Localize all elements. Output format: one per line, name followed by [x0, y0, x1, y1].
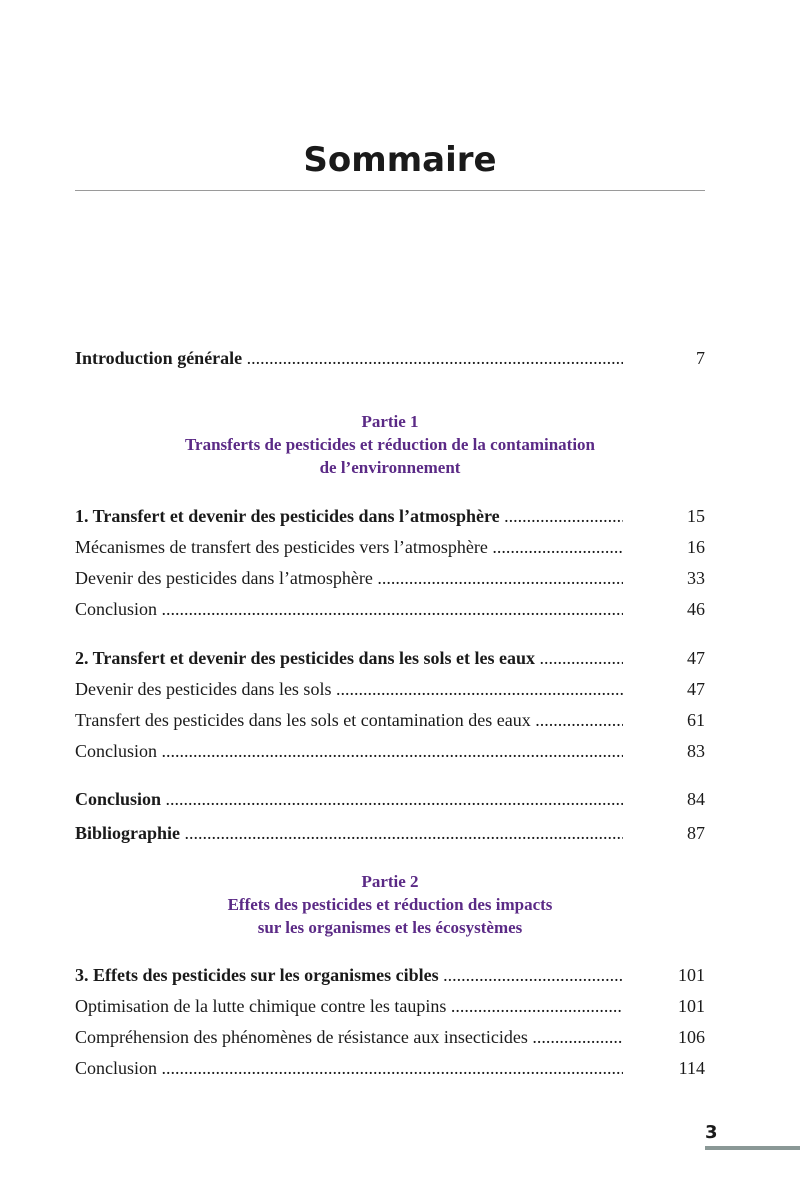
- toc-entry-label: Compréhension des phénomènes de résistance aux insecticides: [75, 1027, 528, 1047]
- toc-entry[interactable]: [75, 676, 705, 702]
- page-title: Sommaire: [303, 140, 497, 180]
- toc-entry-label: Devenir des pesticides dans l’atmosphère: [75, 568, 373, 588]
- toc-entry-introduction[interactable]: [75, 345, 705, 371]
- part-2-heading-block: [0, 870, 780, 939]
- toc-entry-page: 61: [687, 710, 705, 730]
- toc-entry[interactable]: [75, 1055, 705, 1081]
- toc-entry-label: Conclusion: [75, 789, 162, 809]
- toc-entry-page: 101: [678, 996, 705, 1016]
- toc-entry-page: 16: [687, 537, 705, 557]
- part-1-subtitle-line1: Transferts de pesticides et réduction de la contamination: [184, 435, 595, 454]
- toc-entry[interactable]: [75, 534, 705, 560]
- toc-entry[interactable]: [75, 707, 705, 733]
- toc-entry-label: Optimisation de la lutte chimique contre les taupins: [75, 996, 447, 1016]
- toc-entry-page: 7: [696, 348, 705, 368]
- toc-entry-label: 1. Transfert et devenir des pesticides dans l’atmosphère: [75, 506, 500, 526]
- toc-entry-label: Introduction générale: [75, 348, 243, 368]
- toc-entry-label: Conclusion: [75, 741, 158, 761]
- toc-entry[interactable]: [75, 738, 705, 764]
- title-divider: [75, 190, 705, 191]
- toc-entry-label: Mécanismes de transfert des pesticides vers l’atmosphère: [75, 537, 488, 557]
- page-number: 3: [705, 1122, 718, 1143]
- toc-entry-label: 2. Transfert et devenir des pesticides dans les sols et les eaux: [75, 648, 535, 668]
- toc-entry-page: 46: [687, 599, 705, 619]
- toc-entry[interactable]: [75, 993, 705, 1019]
- part-2-subtitle-line2: sur les organismes et les écosystèmes: [257, 918, 523, 937]
- toc-entry[interactable]: [75, 1024, 705, 1050]
- toc-entry-label: 3. Effets des pesticides sur les organismes cibles: [75, 965, 439, 985]
- part-1-subtitle-line2: de l’environnement: [319, 458, 461, 477]
- toc-entry-page: 101: [678, 965, 705, 985]
- toc-entry-page: 106: [678, 1027, 705, 1047]
- toc-entry-label: Bibliographie: [75, 823, 181, 843]
- toc-entry-page: 87: [687, 823, 705, 843]
- toc-entry-page: 47: [687, 648, 705, 668]
- toc-entry-bibliography[interactable]: [75, 820, 705, 846]
- toc-entry-page: 33: [687, 568, 705, 588]
- part-2-label: Partie 2: [361, 872, 419, 891]
- toc-entry-chapter-1[interactable]: [75, 503, 705, 529]
- toc-entry-page: 84: [687, 789, 705, 809]
- toc-entry-page: 114: [678, 1058, 705, 1078]
- toc-entry-page: 83: [687, 741, 705, 761]
- toc-entry-chapter-2[interactable]: [75, 645, 705, 671]
- part-1-heading-block: [0, 410, 780, 479]
- toc-entry-page: 47: [687, 679, 705, 699]
- toc-entry-label: Transfert des pesticides dans les sols et contamination des eaux: [75, 710, 531, 730]
- toc-entry-page: 15: [687, 506, 705, 526]
- footer-rule: [705, 1146, 800, 1150]
- part-1-label: Partie 1: [361, 412, 419, 431]
- toc-entry-chapter-3[interactable]: [75, 962, 705, 988]
- toc-entry[interactable]: [75, 596, 705, 622]
- toc-entry-label: Conclusion: [75, 1058, 158, 1078]
- part-2-subtitle-line1: Effets des pesticides et réduction des impacts: [227, 895, 553, 914]
- toc-entry-label: Conclusion: [75, 599, 158, 619]
- toc-entry-label: Devenir des pesticides dans les sols: [75, 679, 332, 699]
- toc-entry[interactable]: [75, 565, 705, 591]
- toc-entry-conclusion[interactable]: [75, 786, 705, 812]
